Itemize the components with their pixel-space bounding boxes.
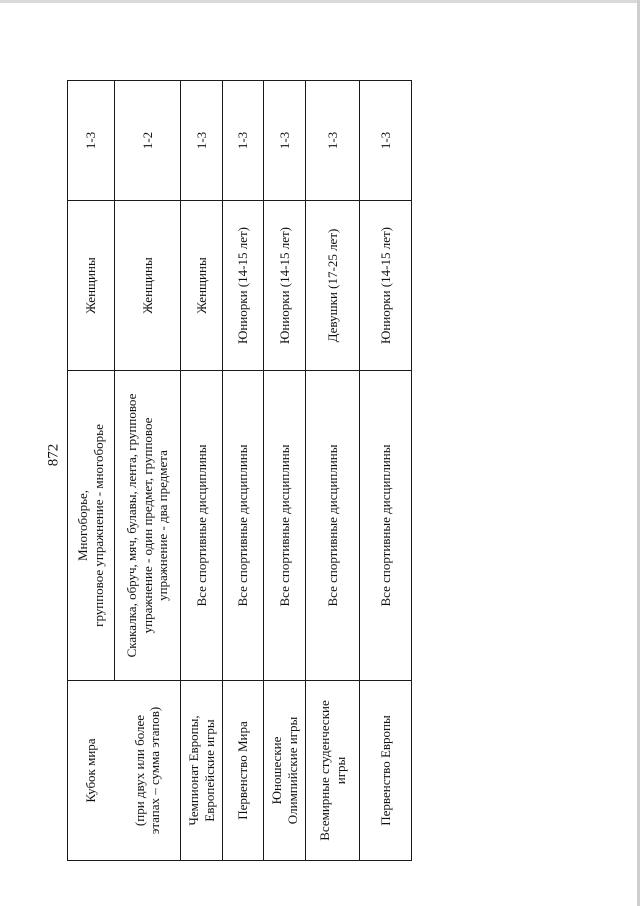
places-cell (360, 81, 412, 201)
participants-text: Юниорки (14-15 лет) (235, 227, 251, 344)
places-text: 1-3 (235, 131, 251, 150)
participants-cell (181, 201, 223, 371)
page-edge (0, 0, 640, 3)
participants-cell (264, 201, 306, 371)
places-cell (181, 81, 223, 201)
disciplines-cell (264, 371, 306, 681)
competition-text: этапах – сумма этапов) (147, 706, 163, 835)
disciplines-text: Скакалка, обруч, мяч, булавы, лента, групповое (124, 393, 140, 658)
participants-cell (306, 201, 360, 371)
disciplines-text: Все спортивные дисциплины (324, 444, 340, 607)
places-cell (306, 81, 360, 201)
competition-text: Чемпионат Европы, (185, 715, 201, 826)
table-row (264, 81, 306, 861)
competition-cell (68, 681, 115, 861)
competition-text: игры (332, 756, 348, 785)
participants-cell (115, 201, 181, 371)
competition-cell (264, 681, 306, 861)
competition-cell (115, 681, 181, 861)
table-row (181, 81, 223, 861)
disciplines-text: упражнение - два предмета (155, 450, 171, 601)
page-number (44, 430, 64, 480)
disciplines-text: Все спортивные дисциплины (193, 444, 209, 607)
competition-text: Юношеские (268, 736, 284, 805)
competition-cell (223, 681, 264, 861)
disciplines-cell (306, 371, 360, 681)
disciplines-cell (68, 371, 115, 681)
disciplines-cell (360, 371, 412, 681)
participants-text: Девушки (17-25 лет) (324, 228, 340, 343)
disciplines-cell (115, 371, 181, 681)
competition-text: Всемирные студенческие (316, 700, 332, 841)
places-cell (223, 81, 264, 201)
places-text: 1-3 (324, 131, 340, 150)
competition-table (67, 80, 412, 861)
table-row (360, 81, 412, 861)
disciplines-cell (181, 371, 223, 681)
competition-text: Первенство Мира (235, 721, 251, 820)
places-text: 1-3 (276, 131, 292, 150)
disciplines-text: Все спортивные дисциплины (377, 444, 393, 607)
competition-text: Европейские игры (201, 719, 217, 822)
participants-text: Юниорки (14-15 лет) (276, 227, 292, 344)
participants-cell (68, 201, 115, 371)
places-cell (264, 81, 306, 201)
participants-text: Юниорки (14-15 лет) (377, 227, 393, 344)
disciplines-text: Все спортивные дисциплины (276, 444, 292, 607)
participants-text: Женщины (139, 257, 155, 314)
participants-cell (223, 201, 264, 371)
participants-text: Женщины (83, 257, 99, 314)
competition-text: (при двух или более (131, 714, 147, 827)
disciplines-text: Многоборье, (75, 489, 91, 562)
table-row (223, 81, 264, 861)
competition-text: Олимпийские игры (284, 716, 300, 825)
table-frame (67, 81, 411, 861)
places-cell (115, 81, 181, 201)
disciplines-cell (223, 371, 264, 681)
places-text: 1-3 (193, 131, 209, 150)
disciplines-text: Все спортивные дисциплины (235, 444, 251, 607)
places-cell (68, 81, 115, 201)
places-text: 1-3 (83, 131, 99, 150)
disciplines-text: упражнение - один предмет, групповое (139, 417, 155, 634)
participants-cell (360, 201, 412, 371)
table-row (68, 81, 115, 861)
participants-text: Женщины (193, 257, 209, 314)
competition-text: Кубок мира (83, 738, 99, 803)
competition-cell (181, 681, 223, 861)
page-number-text: 872 (45, 443, 62, 467)
rotated-table-container (67, 81, 411, 861)
competition-cell (306, 681, 360, 861)
table-row (306, 81, 360, 861)
places-text: 1-2 (139, 131, 155, 150)
places-text: 1-3 (377, 131, 393, 150)
disciplines-text: групповое упражнение - многоборье (91, 424, 106, 627)
table-row (115, 81, 181, 861)
competition-cell (360, 681, 412, 861)
competition-text: Первенство Европы (377, 715, 393, 826)
